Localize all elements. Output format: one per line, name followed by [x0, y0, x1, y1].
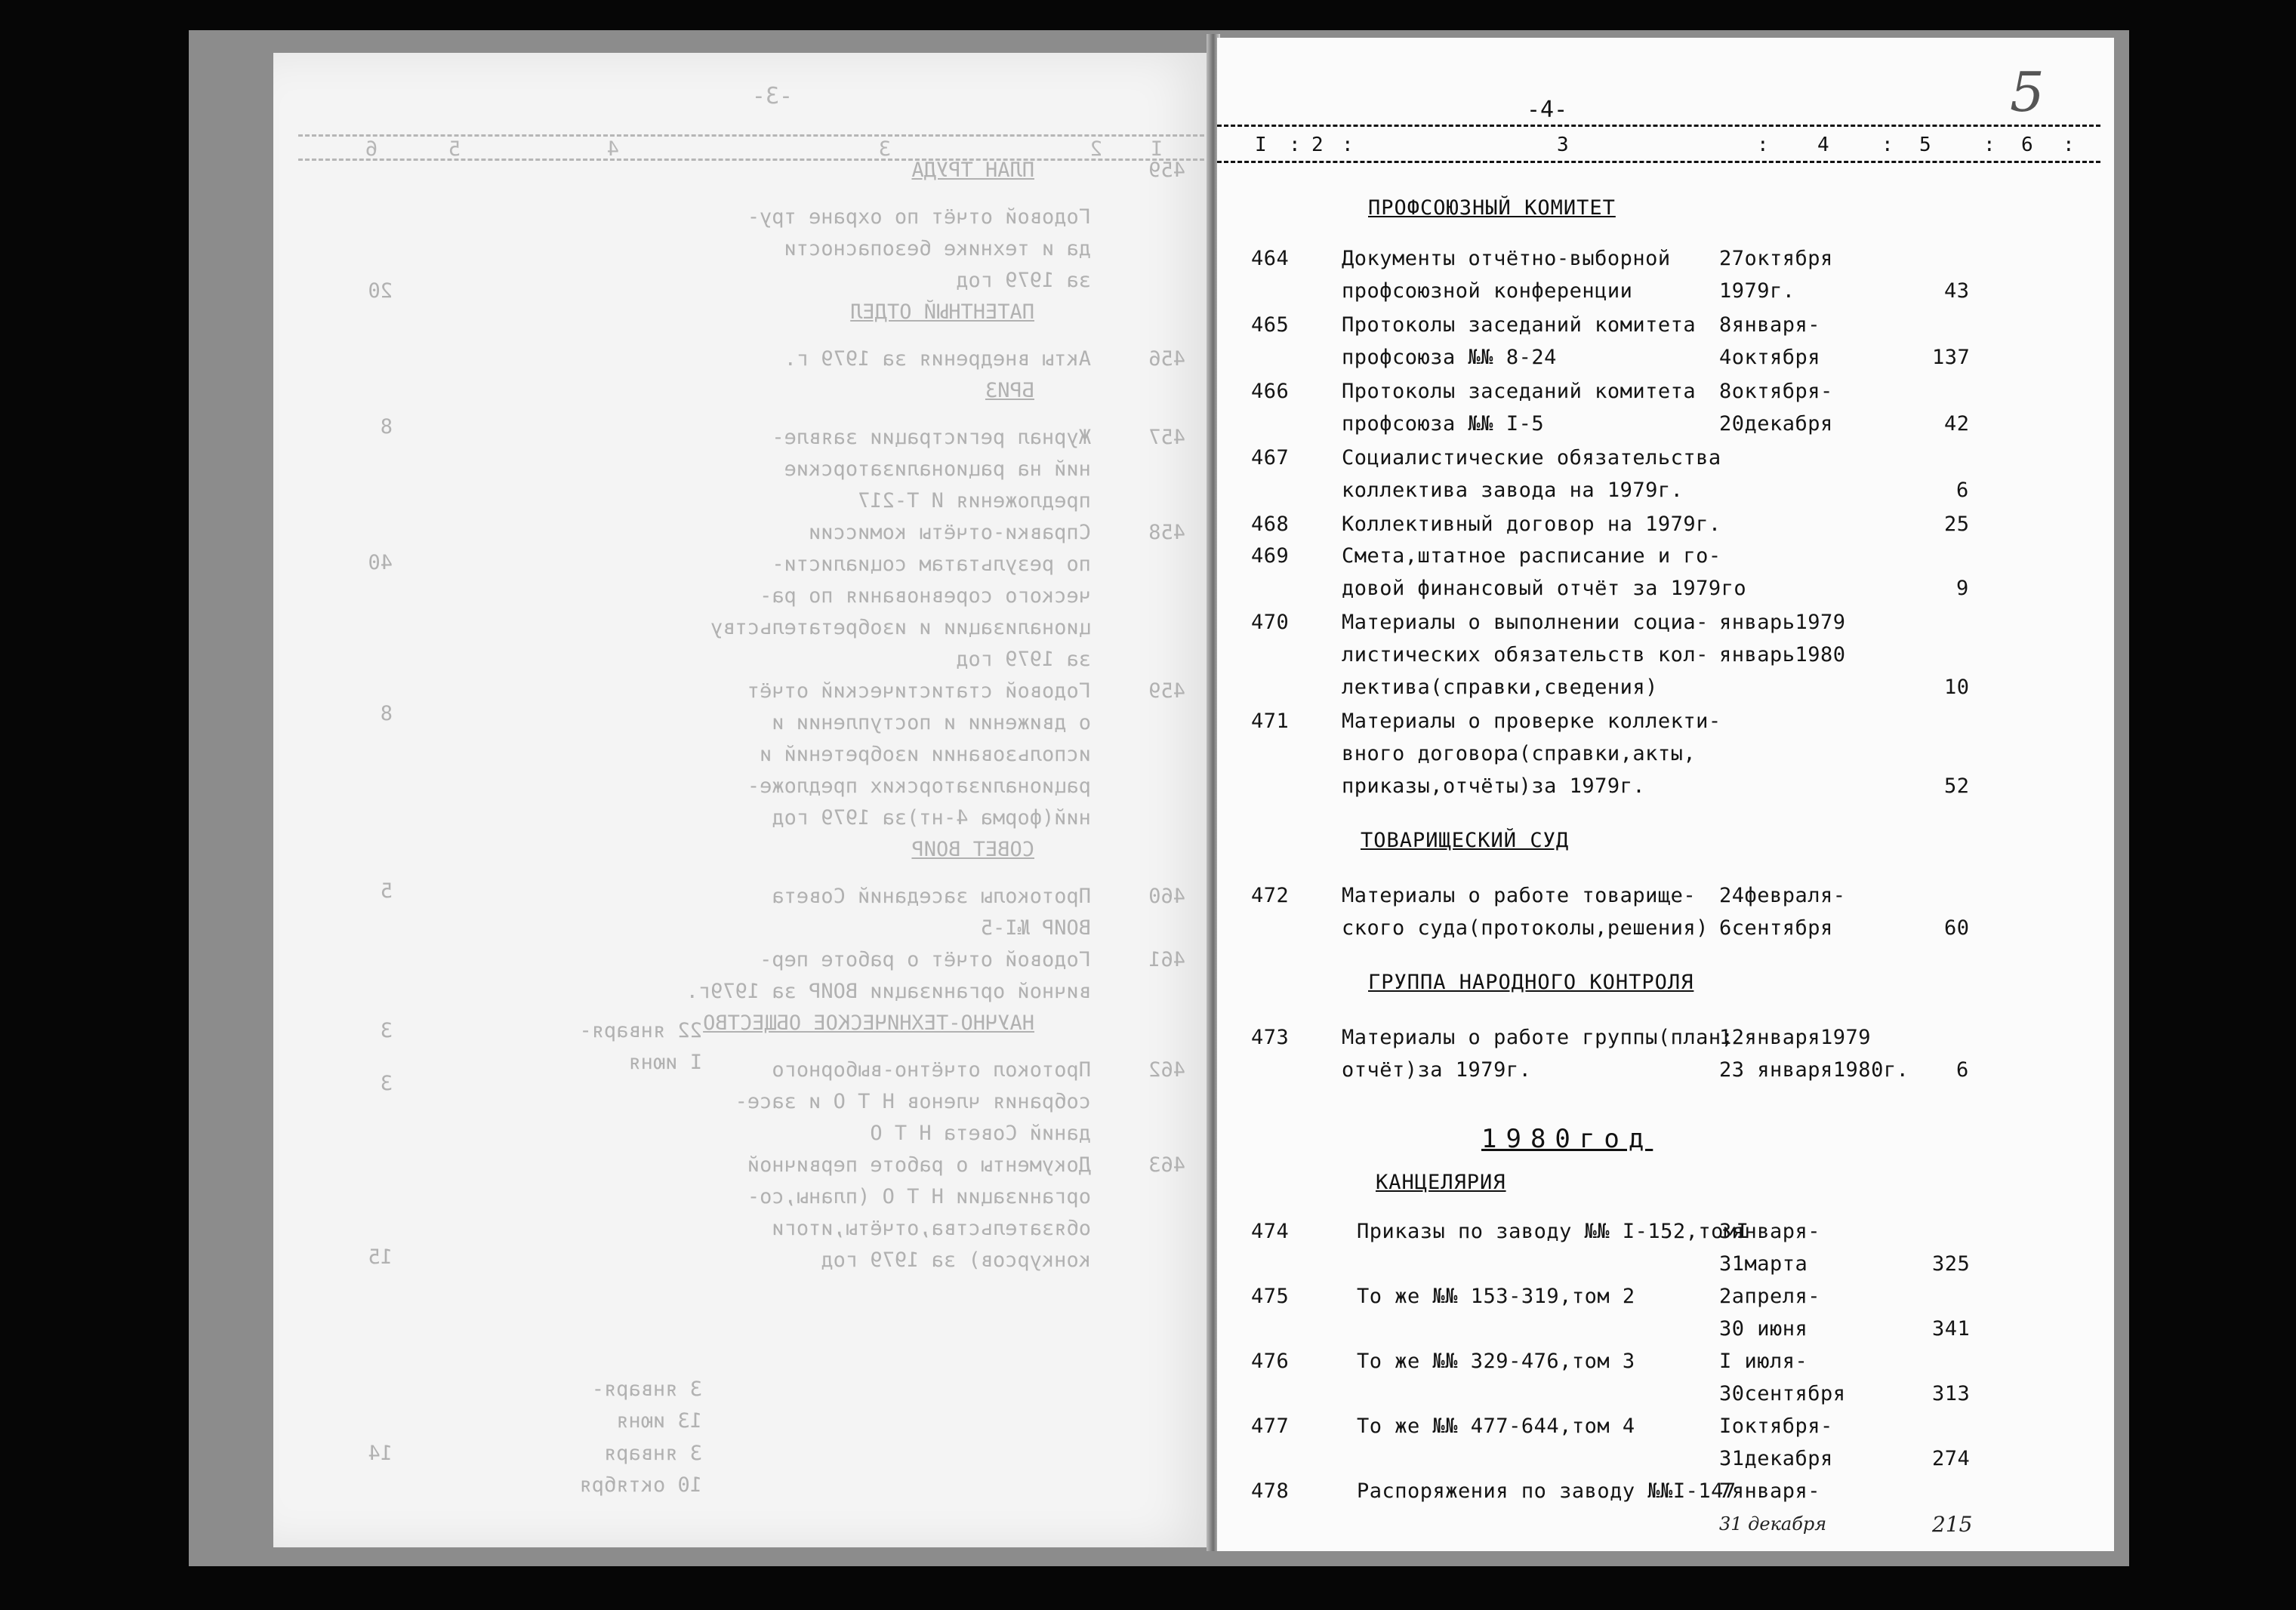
section-title: ТОВАРИЩЕСКИЙ СУД [1361, 829, 1570, 852]
ghost-section-title: НАУЧНО-ТЕХНИЧЕСКОЕ ОБЩЕСТВО [703, 1011, 1034, 1035]
entry-sheet-count: 43 [1944, 279, 1970, 303]
column-separator: : [2063, 134, 2075, 156]
entry-sheet-count: 137 [1932, 346, 1971, 369]
entry-dates: 31 декабря [1719, 1513, 1827, 1535]
ghost-column-number: 4 [606, 137, 619, 161]
entry-description: лектива(справки,сведения) [1342, 676, 1658, 699]
entry-sheet-count: 274 [1932, 1447, 1971, 1470]
entry-number: 475 [1251, 1285, 1290, 1308]
ghost-line: обязательства,отчёты,итоги [772, 1217, 1091, 1240]
left-page-number: -3- [751, 83, 793, 109]
ghost-line: за 1979 год [956, 648, 1091, 671]
ghost-line: даний Совета Н Т О [870, 1122, 1091, 1145]
year-heading: 1980год [1481, 1124, 1653, 1154]
column-number: 2 [1311, 134, 1324, 156]
left-page-show-through [273, 53, 1216, 1547]
ghost-line: конкурсов) за 1979 год [821, 1248, 1091, 1272]
ghost-count: 3 [380, 1072, 393, 1095]
entry-dates: 8января- [1719, 313, 1821, 337]
ghost-line: рационализаторских предложе- [747, 774, 1091, 798]
entry-dates: Iоктября- [1719, 1415, 1833, 1438]
entry-number: 478 [1251, 1479, 1290, 1503]
entry-sheet-count: 341 [1932, 1317, 1971, 1341]
column-separator: : [1881, 134, 1894, 156]
entry-description: То же №№ 329-476,том 3 [1357, 1350, 1635, 1373]
entry-number: 467 [1251, 446, 1290, 469]
header-rule-top [1217, 125, 2100, 127]
ghost-count: 8 [380, 702, 393, 725]
entry-description: Материалы о выполнении социа- [1342, 611, 1709, 634]
column-number: 3 [1557, 134, 1569, 156]
entry-description: Материалы о проверке коллекти- [1342, 710, 1721, 733]
ghost-line: 457 [1148, 426, 1185, 449]
entry-number: 465 [1251, 313, 1290, 337]
ghost-line: ционализации и изобретательству [710, 616, 1091, 639]
ghost-section-title: ПАТЕНТНЫЙ ОТДЕЛ [850, 300, 1034, 324]
ghost-line: ний на рационализаторские [784, 457, 1091, 481]
section-title: ПРОФСОЮЗНЫЙ КОМИТЕТ [1368, 196, 1616, 220]
entry-sheet-count: 42 [1944, 412, 1970, 436]
ghost-line: использовании изобретений и [760, 743, 1091, 766]
entry-description: приказы,отчёты)за 1979г. [1342, 774, 1646, 798]
right-page [1217, 38, 2114, 1551]
ghost-section-title: БРИЗ [985, 379, 1034, 402]
left-header-rule-bottom [298, 159, 1204, 161]
left-header-rule-top [298, 134, 1204, 137]
entry-dates: I июля- [1719, 1350, 1808, 1373]
ghost-date: 13 июня [616, 1409, 702, 1433]
entry-description: Социалистические обязательства [1342, 446, 1721, 469]
ghost-line: ВОИР №I-5 [980, 916, 1091, 940]
entry-description: Приказы по заводу №№ I-152,томI [1357, 1220, 1749, 1243]
ghost-section-title: СОВЕТ ВОИР [911, 838, 1034, 861]
ghost-line: Справки-отчёты комиссии [809, 521, 1091, 544]
entry-number: 476 [1251, 1350, 1290, 1373]
ghost-line: 458 [1148, 521, 1185, 544]
entry-number: 470 [1251, 611, 1290, 634]
entry-number: 471 [1251, 710, 1290, 733]
entry-dates: 27октября [1719, 247, 1833, 270]
ghost-line: Документы о работе первичной [747, 1153, 1091, 1177]
ghost-line: 459 [1148, 679, 1185, 703]
ghost-line: 459 [1148, 159, 1185, 182]
entry-description: То же №№ 153-319,том 2 [1357, 1285, 1635, 1308]
entry-description: Смета,штатное расписание и го- [1342, 544, 1721, 568]
entry-dates: 6сентября [1719, 916, 1833, 940]
column-separator: : [1342, 134, 1354, 156]
entry-sheet-count: 25 [1944, 513, 1970, 536]
ghost-count: 5 [380, 879, 393, 903]
entry-description: коллектива завода на 1979г. [1342, 479, 1684, 502]
entry-number: 464 [1251, 247, 1290, 270]
entry-dates: 20декабря [1719, 412, 1833, 436]
column-separator: : [1757, 134, 1769, 156]
ghost-line: 461 [1148, 948, 1185, 971]
entry-dates: 24февраля- [1719, 884, 1846, 907]
entry-dates: 4октября [1719, 346, 1821, 369]
section-title: ГРУППА НАРОДНОГО КОНТРОЛЯ [1368, 971, 1694, 994]
column-number: 5 [1919, 134, 1931, 156]
ghost-date: I июня [628, 1051, 702, 1074]
entry-description: листических обязательств кол- [1342, 643, 1709, 666]
entry-sheet-count: 9 [1956, 577, 1969, 600]
ghost-line: за 1979 год [956, 269, 1091, 292]
entry-description: профсоюзной конференции [1342, 279, 1633, 303]
entry-description: ского суда(протоколы,решения) [1342, 916, 1709, 940]
ghost-count: 8 [380, 415, 393, 439]
ghost-line: 462 [1148, 1058, 1185, 1082]
entry-description: отчёт)за 1979г. [1342, 1058, 1532, 1082]
ghost-line: Акты внедрения за 1979 г. [784, 347, 1091, 371]
ghost-count: 20 [368, 279, 393, 303]
entry-description: Протоколы заседаний комитета [1342, 313, 1697, 337]
ghost-column-number: I [1150, 137, 1163, 161]
entry-description: Коллективный договор на 1979г. [1342, 513, 1721, 536]
column-separator: : [1289, 134, 1301, 156]
entry-sheet-count: 10 [1944, 676, 1970, 699]
ghost-line: ний(форма 4-нт)за 1979 год [772, 806, 1091, 830]
ghost-line: организации Н Т О (планы,со- [747, 1185, 1091, 1208]
ghost-date: 3 января- [591, 1378, 702, 1401]
entry-sheet-count: 325 [1932, 1252, 1971, 1276]
ghost-line: предложения И Т-217 [858, 489, 1091, 513]
entry-number: 474 [1251, 1220, 1290, 1243]
entry-dates: 12января1979 [1719, 1026, 1872, 1049]
left-page [273, 53, 1216, 1547]
entry-dates: 8октября- [1719, 380, 1833, 403]
ghost-line: вичной организации ВОИР за 1979г. [686, 980, 1091, 1003]
entry-sheet-count: 6 [1956, 479, 1969, 502]
ghost-date: 22 января- [579, 1019, 702, 1042]
ghost-date: 10 октября [579, 1473, 702, 1497]
ghost-line: по результатам социалисти- [772, 553, 1091, 576]
ghost-line: да и технике безопасности [784, 237, 1091, 260]
entry-number: 473 [1251, 1026, 1290, 1049]
column-number: I [1255, 134, 1267, 156]
entry-number: 468 [1251, 513, 1290, 536]
folio-handwritten-number: 5 [2010, 60, 2045, 124]
ghost-line: ческого соревнования по ра- [760, 584, 1091, 608]
entry-number: 469 [1251, 544, 1290, 568]
entry-number: 477 [1251, 1415, 1290, 1438]
entry-sheet-count: 313 [1932, 1382, 1971, 1405]
entry-sheet-count: 6 [1956, 1058, 1969, 1082]
entry-description: профсоюза №№ I-5 [1342, 412, 1545, 436]
ghost-line: 460 [1148, 885, 1185, 908]
entry-dates: 30сентября [1719, 1382, 1846, 1405]
entry-dates: январь1980 [1719, 643, 1846, 666]
ghost-count: 40 [368, 551, 393, 574]
entry-dates: 7января- [1719, 1479, 1821, 1503]
entry-description: Распоряжения по заводу №№I-147 [1357, 1479, 1737, 1503]
ghost-line: собрания членов Н Т О и засе- [735, 1090, 1091, 1113]
entry-description: Документы отчётно-выборной [1342, 247, 1671, 270]
ghost-count: 15 [368, 1245, 393, 1269]
ghost-line: Годовой статистический отчёт [747, 679, 1091, 703]
ghost-column-number: 6 [365, 137, 378, 161]
entry-dates: 31декабря [1719, 1447, 1833, 1470]
subsection-title: КАНЦЕЛЯРИЯ [1376, 1171, 1506, 1194]
ghost-section-title: ПЛАН ТРУДА [911, 159, 1034, 182]
ghost-line: о движении и поступлении и [772, 711, 1091, 734]
entry-description: довой финансовый отчёт за 1979го [1342, 577, 1747, 600]
entry-sheet-count: 52 [1944, 774, 1970, 798]
entry-dates: 2апреля- [1719, 1285, 1821, 1308]
entry-description: Материалы о работе группы(план; [1342, 1026, 1734, 1049]
column-separator: : [1983, 134, 1996, 156]
ghost-line: Протокол отчётно-выборного [772, 1058, 1091, 1082]
ghost-column-number: 5 [448, 137, 461, 161]
column-number: 6 [2021, 134, 2033, 156]
ghost-column-number: 3 [878, 137, 891, 161]
column-number: 4 [1817, 134, 1829, 156]
entry-description: Материалы о работе товарище- [1342, 884, 1697, 907]
entry-description: То же №№ 477-644,том 4 [1357, 1415, 1635, 1438]
entry-description: Протоколы заседаний комитета [1342, 380, 1697, 403]
ghost-line: 463 [1148, 1153, 1185, 1177]
entry-description: вного договора(справки,акты, [1342, 742, 1697, 765]
ghost-count: 14 [368, 1442, 393, 1465]
ghost-line: Журнал регистрации заявле- [772, 426, 1091, 449]
entry-dates: январь1979 [1719, 611, 1846, 634]
entry-sheet-count: 60 [1944, 916, 1970, 940]
entry-number: 466 [1251, 380, 1290, 403]
entry-dates: 23 января1980г. [1719, 1058, 1909, 1082]
entry-number: 472 [1251, 884, 1290, 907]
entry-dates: 1979г. [1719, 279, 1795, 303]
entry-dates: 31марта [1719, 1252, 1808, 1276]
ghost-count: 3 [380, 1019, 393, 1042]
ghost-line: 456 [1148, 347, 1185, 371]
ghost-column-number: 2 [1089, 137, 1102, 161]
ghost-date: 3 января [603, 1442, 702, 1465]
page-number: -4- [1527, 97, 1568, 123]
entry-description: профсоюза №№ 8-24 [1342, 346, 1557, 369]
ghost-line: Протоколы заседаний Совета [772, 885, 1091, 908]
ghost-line: Годовой отчёт по охране тру- [747, 205, 1091, 229]
ghost-line: Годовой отчёт о работе пер- [760, 948, 1091, 971]
entry-sheet-count: 215 [1932, 1512, 1973, 1537]
header-rule-bottom [1217, 161, 2100, 163]
entry-dates: 30 июня [1719, 1317, 1808, 1341]
entry-dates: 3января- [1719, 1220, 1821, 1243]
